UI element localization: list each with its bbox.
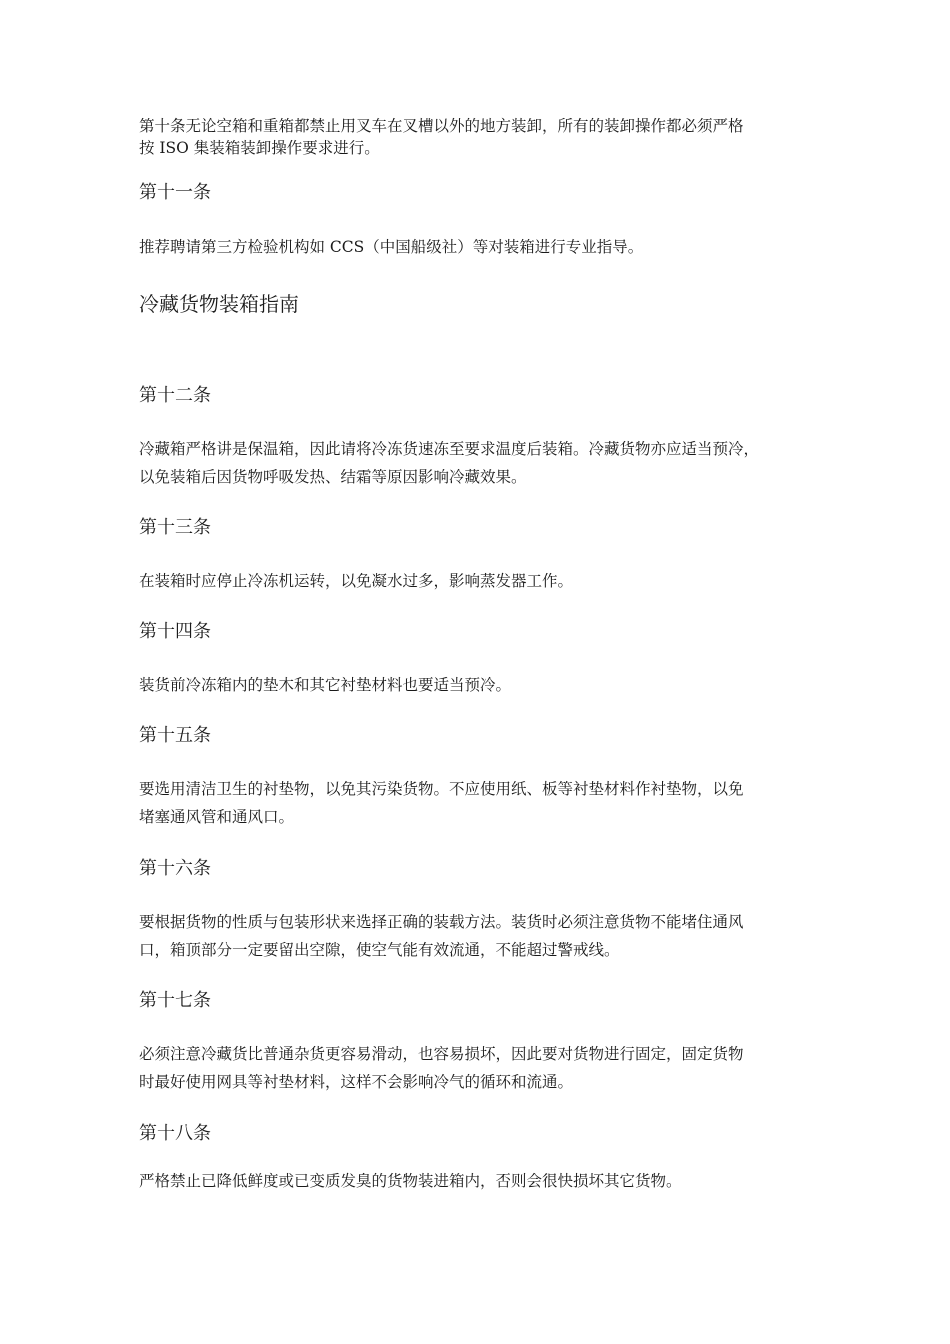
article-15-text-line-1: 要选用清洁卫生的衬垫物，以免其污染货物。不应使用纸、板等衬垫材料作衬垫物，以免 xyxy=(139,780,744,798)
article-17-text-line-2: 时最好使用网具等衬垫材料，这样不会影响冷气的循环和流通。 xyxy=(139,1073,574,1091)
article-15-text-line-2: 堵塞通风管和通风口。 xyxy=(139,808,295,826)
section-title: 冷藏货物装箱指南 xyxy=(139,292,299,316)
article-12-text-line-2: 以免装箱后因货物呼吸发热、结霜等原因影响冷藏效果。 xyxy=(139,468,527,486)
article-16-text-line-2: 口，箱顶部分一定要留出空隙，使空气能有效流通，不能超过警戒线。 xyxy=(139,941,620,959)
article-17-text-line-1: 必须注意冷藏货比普通杂货更容易滑动，也容易损坏，因此要对货物进行固定，固定货物 xyxy=(139,1045,744,1063)
article-12-heading: 第十二条 xyxy=(139,385,211,406)
article-12-text-line-1: 冷藏箱严格讲是保温箱，因此请将冷冻货速冻至要求温度后装箱。冷藏货物亦应适当预冷， xyxy=(139,440,760,458)
article-16-heading: 第十六条 xyxy=(139,858,211,879)
article-11-text-line-1: 推荐聘请第三方检验机构如 CCS（中国船级社）等对装箱进行专业指导。 xyxy=(139,238,644,256)
article-14-heading: 第十四条 xyxy=(139,621,211,642)
article-16-text-line-1: 要根据货物的性质与包装形状来选择正确的装载方法。装货时必须注意货物不能堵住通风 xyxy=(139,913,744,931)
article-18-heading: 第十八条 xyxy=(139,1123,211,1144)
article-18-text-line-1: 严格禁止已降低鲜度或已变质发臭的货物装进箱内，否则会很快损坏其它货物。 xyxy=(139,1172,682,1190)
article-10-text-line-2: 按 ISO 集装箱装卸操作要求进行。 xyxy=(139,139,380,157)
article-11-heading: 第十一条 xyxy=(139,182,211,203)
article-17-heading: 第十七条 xyxy=(139,990,211,1011)
article-13-text-line-1: 在装箱时应停止冷冻机运转，以免凝水过多，影响蒸发器工作。 xyxy=(139,572,574,590)
article-10-text-line-1: 第十条无论空箱和重箱都禁止用叉车在叉槽以外的地方装卸，所有的装卸操作都必须严格 xyxy=(139,117,744,135)
article-15-heading: 第十五条 xyxy=(139,725,211,746)
article-14-text-line-1: 装货前冷冻箱内的垫木和其它衬垫材料也要适当预冷。 xyxy=(139,676,512,694)
article-13-heading: 第十三条 xyxy=(139,517,211,538)
